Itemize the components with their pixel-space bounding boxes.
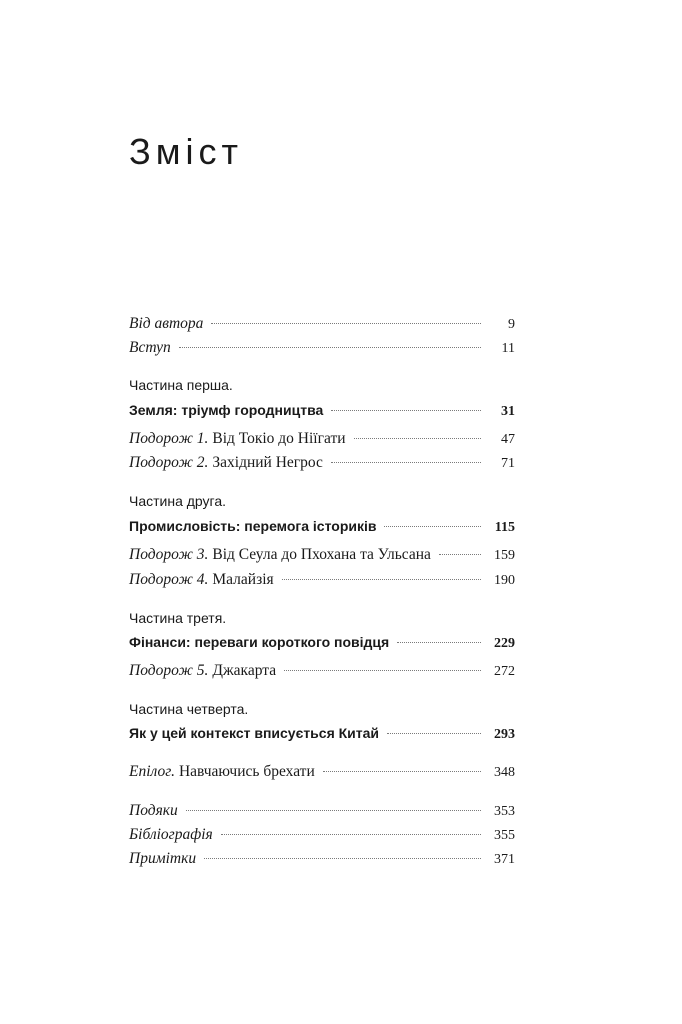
toc-entry[interactable] xyxy=(129,848,515,870)
page-number: 229 xyxy=(494,636,515,651)
dot-leader xyxy=(397,642,481,643)
epilogue-label: Навчаючись брехати xyxy=(178,763,315,780)
page-number: 348 xyxy=(494,765,515,780)
part-heading-label: Фінанси: переваги короткого повідця xyxy=(129,634,390,650)
part-heading-entry[interactable] xyxy=(129,722,515,744)
page-number: 353 xyxy=(494,804,515,819)
dot-leader xyxy=(323,771,481,772)
part-heading-entry[interactable] xyxy=(129,515,515,537)
dot-leader xyxy=(282,579,481,580)
toc-entry[interactable] xyxy=(129,337,515,359)
dot-leader xyxy=(204,858,481,859)
dot-leader xyxy=(331,410,481,411)
page-number: 272 xyxy=(494,664,515,679)
journey-label: Джакарта xyxy=(212,662,277,679)
journey-prefix: Подорож 2. xyxy=(129,454,209,471)
toc-entry[interactable] xyxy=(129,800,515,822)
journey-label: Західний Негрос xyxy=(212,454,323,471)
part-heading-entry[interactable] xyxy=(129,399,515,421)
part-heading-label: Промисловість: перемога істориків xyxy=(129,518,377,534)
page-number: 9 xyxy=(508,317,515,332)
page-number: 371 xyxy=(494,852,515,867)
dot-leader xyxy=(384,526,481,527)
journey-entry[interactable] xyxy=(129,428,515,450)
part-heading-label: Земля: тріумф городництва xyxy=(129,402,324,418)
page-number: 293 xyxy=(494,727,515,742)
part-label: Частина четверта. xyxy=(129,701,249,717)
page-number: 355 xyxy=(494,828,515,843)
page-number: 47 xyxy=(501,432,515,447)
journey-entry[interactable] xyxy=(129,452,515,474)
journey-entry[interactable] xyxy=(129,660,515,682)
journey-prefix: Подорож 5. xyxy=(129,662,209,679)
part-heading-entry[interactable] xyxy=(129,631,515,653)
journey-prefix: Подорож 1. xyxy=(129,430,209,447)
journey-entry[interactable] xyxy=(129,569,515,591)
page-number: 190 xyxy=(494,573,515,588)
dot-leader xyxy=(331,462,481,463)
epilogue-prefix: Епілог. xyxy=(129,763,175,780)
dot-leader xyxy=(354,438,481,439)
part-label: Частина перша. xyxy=(129,377,233,393)
toc-entry[interactable] xyxy=(129,824,515,846)
journey-prefix: Подорож 4. xyxy=(129,571,209,588)
toc-entry[interactable] xyxy=(129,313,515,335)
dot-leader xyxy=(284,670,481,671)
epilogue-entry[interactable] xyxy=(129,761,515,783)
page-number: 71 xyxy=(501,456,515,471)
toc-entry-label: Бібліографія xyxy=(129,826,213,843)
journey-prefix: Подорож 3. xyxy=(129,546,209,563)
journey-label: Від Токіо до Ніїгати xyxy=(212,430,346,447)
toc-entry-label: Вступ xyxy=(129,339,171,356)
toc-entry-label: Примітки xyxy=(129,850,197,867)
toc-entry-label: Подяки xyxy=(129,802,178,819)
page-number: 159 xyxy=(494,548,515,563)
journey-entry[interactable] xyxy=(129,544,515,566)
page-number: 115 xyxy=(494,520,515,535)
journey-label: Малайзія xyxy=(212,571,274,588)
part-label: Частина третя. xyxy=(129,610,227,626)
journey-label: Від Сеула до Пхохана та Ульсана xyxy=(212,546,431,563)
dot-leader xyxy=(186,810,481,811)
dot-leader xyxy=(387,733,481,734)
part-label: Частина друга. xyxy=(129,493,227,509)
page-number: 31 xyxy=(501,404,515,419)
dot-leader xyxy=(179,347,481,348)
dot-leader xyxy=(211,323,481,324)
part-heading-label: Як у цей контекст вписується Китай xyxy=(129,725,380,741)
toc-entry-label: Від автора xyxy=(129,315,204,332)
page-number: 11 xyxy=(501,341,515,356)
page-title: Зміст xyxy=(129,131,243,172)
dot-leader xyxy=(221,834,481,835)
dot-leader xyxy=(439,554,481,555)
